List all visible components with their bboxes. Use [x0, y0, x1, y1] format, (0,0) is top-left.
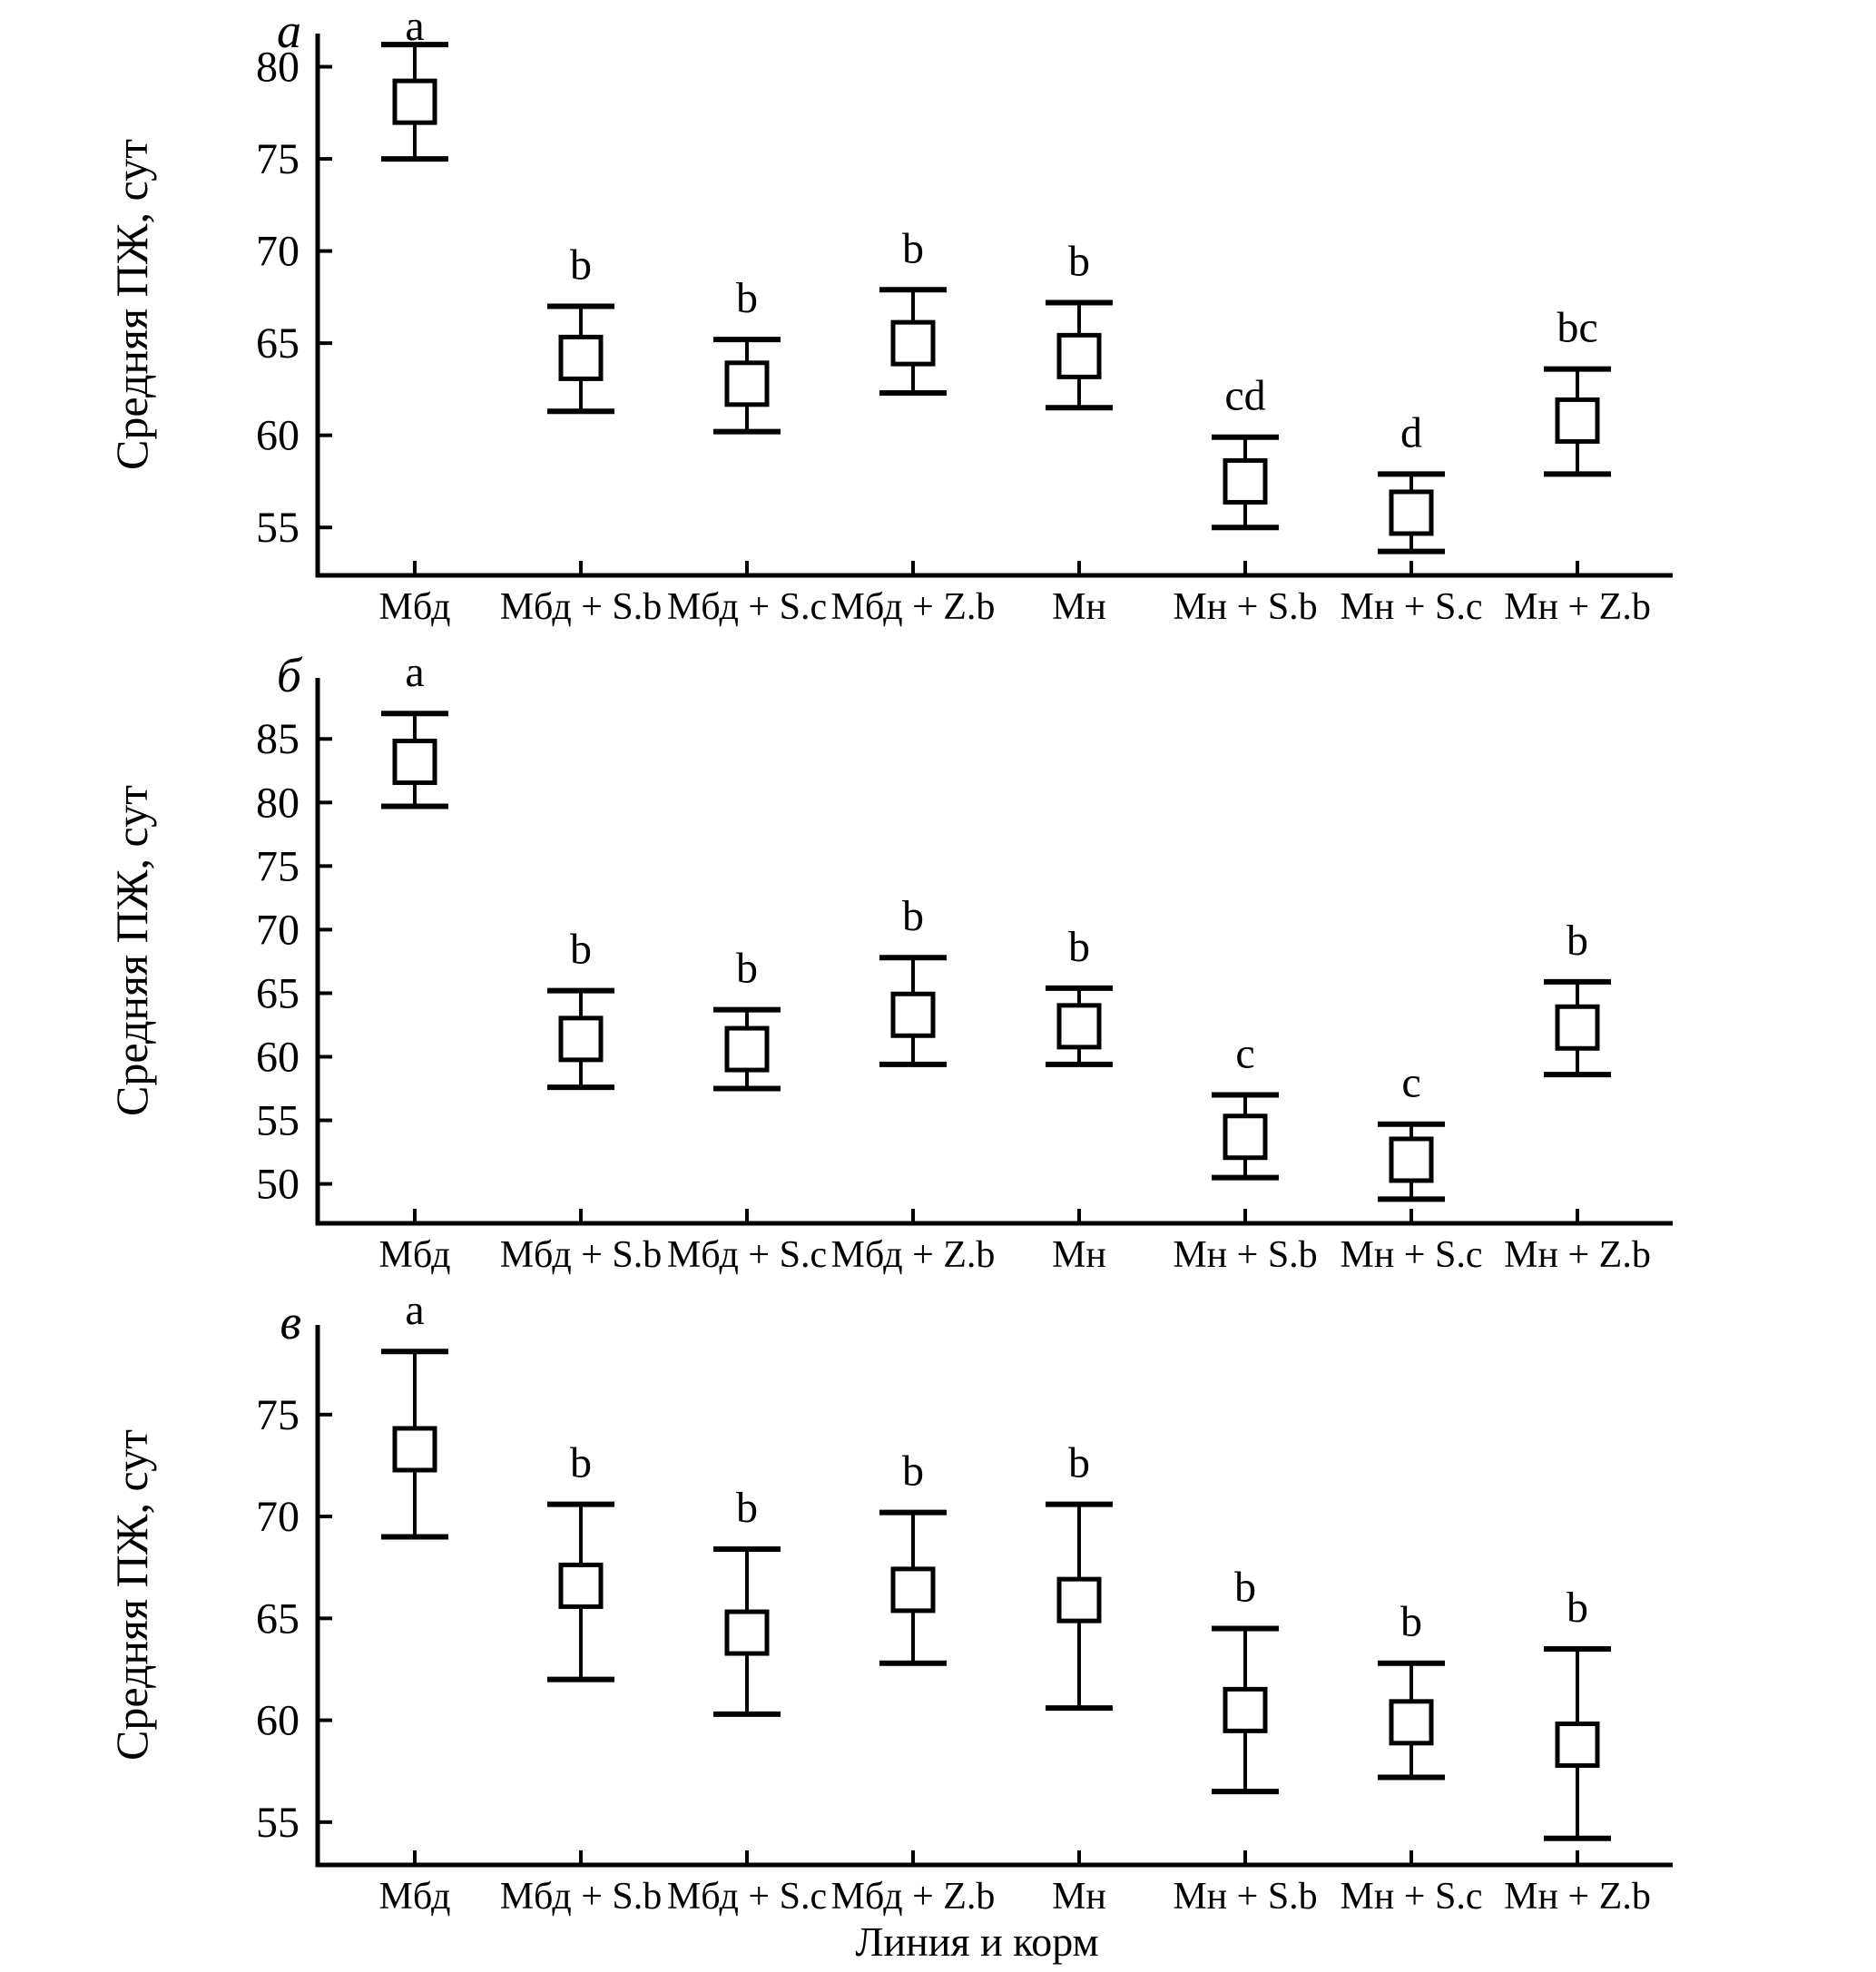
mean-marker: [561, 1565, 601, 1606]
category-label: Мбд: [378, 586, 451, 628]
y-tick-label: 70: [256, 227, 300, 276]
significance-letter: b: [1400, 1597, 1422, 1646]
significance-letter: b: [1068, 1438, 1090, 1487]
y-axis-title: Средняя ПЖ, сут: [106, 785, 157, 1116]
significance-letter: bc: [1557, 303, 1598, 352]
mean-marker: [1225, 1116, 1265, 1158]
category-label: Мбд: [378, 1234, 451, 1276]
category-label: Мбд + S.c: [666, 586, 828, 628]
significance-letter: b: [1567, 916, 1588, 965]
y-tick-label: 70: [256, 906, 300, 955]
mean-marker: [727, 1028, 767, 1070]
significance-letter: b: [570, 925, 592, 974]
mean-marker: [727, 363, 767, 405]
panel-a-chart: [0, 0, 1876, 644]
y-axis-title: Средняя ПЖ, сут: [106, 1429, 157, 1761]
mean-marker: [727, 1612, 767, 1653]
y-tick-label: 80: [256, 779, 300, 828]
y-tick-label: 55: [256, 1096, 300, 1145]
significance-letter: b: [736, 1483, 758, 1532]
y-tick-label: 85: [256, 715, 300, 764]
y-tick-label: 60: [256, 1696, 300, 1745]
category-label: Мбд + Z.b: [830, 586, 996, 628]
category-label: Мн + S.c: [1340, 1876, 1483, 1918]
y-tick-label: 75: [256, 135, 300, 184]
mean-marker: [1391, 492, 1431, 534]
category-label: Мбд + Z.b: [830, 1234, 996, 1276]
mean-marker: [1059, 1006, 1099, 1047]
significance-letter: a: [405, 1286, 425, 1335]
y-tick-label: 50: [256, 1160, 300, 1209]
category-label: Мбд: [378, 1876, 451, 1918]
axis-lines: [318, 678, 1673, 1223]
category-label: Мн: [1052, 586, 1106, 628]
mean-marker: [1225, 460, 1265, 502]
category-label: Мн + S.b: [1173, 586, 1318, 628]
mean-marker: [1391, 1139, 1431, 1181]
significance-letter: c: [1401, 1058, 1421, 1107]
axis-lines: [318, 1325, 1673, 1865]
mean-marker: [1225, 1689, 1265, 1731]
panel-label: б: [276, 648, 301, 702]
mean-marker: [1059, 335, 1099, 377]
category-label: Мбд + S.c: [666, 1876, 828, 1918]
axis-lines: [318, 34, 1673, 575]
y-tick-label: 70: [256, 1493, 300, 1542]
y-tick-label: 65: [256, 969, 300, 1018]
y-tick-label: 65: [256, 319, 300, 368]
y-tick-label: 75: [256, 1390, 300, 1439]
mean-marker: [395, 81, 435, 123]
significance-letter: b: [902, 224, 924, 273]
category-label: Мн: [1052, 1234, 1106, 1276]
significance-letter: cd: [1224, 371, 1266, 420]
y-tick-label: 75: [256, 842, 300, 891]
panel-b-chart: [0, 644, 1876, 1280]
y-tick-label: 80: [256, 43, 300, 92]
category-label: Мн + S.b: [1173, 1234, 1318, 1276]
significance-letter: b: [736, 274, 758, 323]
mean-marker: [561, 1018, 601, 1060]
category-label: Мн + Z.b: [1504, 586, 1651, 628]
y-tick-label: 65: [256, 1594, 300, 1643]
category-label: Мбд + Z.b: [830, 1876, 996, 1918]
category-label: Мн + S.b: [1173, 1876, 1318, 1918]
y-axis-title: Средняя ПЖ, сут: [106, 139, 157, 470]
category-label: Мн + Z.b: [1504, 1234, 1651, 1276]
significance-letter: a: [405, 648, 425, 697]
mean-marker: [1059, 1579, 1099, 1621]
mean-marker: [893, 1569, 933, 1611]
mean-marker: [1557, 1006, 1597, 1048]
mean-marker: [395, 1428, 435, 1470]
mean-marker: [1557, 399, 1597, 441]
y-tick-label: 60: [256, 411, 300, 460]
significance-letter: b: [1567, 1584, 1588, 1632]
significance-letter: d: [1400, 408, 1422, 457]
y-tick-label: 55: [256, 504, 300, 553]
category-label: Мн + S.c: [1340, 1234, 1483, 1276]
significance-letter: c: [1235, 1029, 1255, 1078]
mean-marker: [893, 322, 933, 364]
significance-letter: b: [1234, 1563, 1256, 1612]
significance-letter: b: [570, 240, 592, 289]
panel-v-chart: [0, 1280, 1876, 1972]
y-tick-label: 55: [256, 1798, 300, 1847]
category-label: Мбд + S.c: [666, 1234, 828, 1276]
significance-letter: b: [736, 944, 758, 993]
category-label: Мн: [1052, 1876, 1106, 1918]
significance-letter: b: [902, 1447, 924, 1496]
x-axis-title: Линия и корм: [855, 1918, 1099, 1965]
category-label: Мбд + S.b: [499, 1876, 663, 1918]
significance-letter: a: [405, 2, 425, 50]
significance-letter: b: [902, 892, 924, 941]
panel-label: а: [277, 4, 301, 58]
mean-marker: [893, 994, 933, 1035]
mean-marker: [395, 741, 435, 782]
significance-letter: b: [1068, 237, 1090, 286]
category-label: Мн + Z.b: [1504, 1876, 1651, 1918]
category-label: Мн + S.c: [1340, 586, 1483, 628]
category-label: Мбд + S.b: [499, 586, 663, 628]
y-tick-label: 60: [256, 1033, 300, 1082]
significance-letter: b: [570, 1438, 592, 1487]
category-label: Мбд + S.b: [499, 1234, 663, 1276]
mean-marker: [1391, 1702, 1431, 1743]
mean-marker: [561, 337, 601, 378]
significance-letter: b: [1068, 922, 1090, 971]
panel-label: в: [280, 1295, 301, 1349]
mean-marker: [1557, 1724, 1597, 1766]
